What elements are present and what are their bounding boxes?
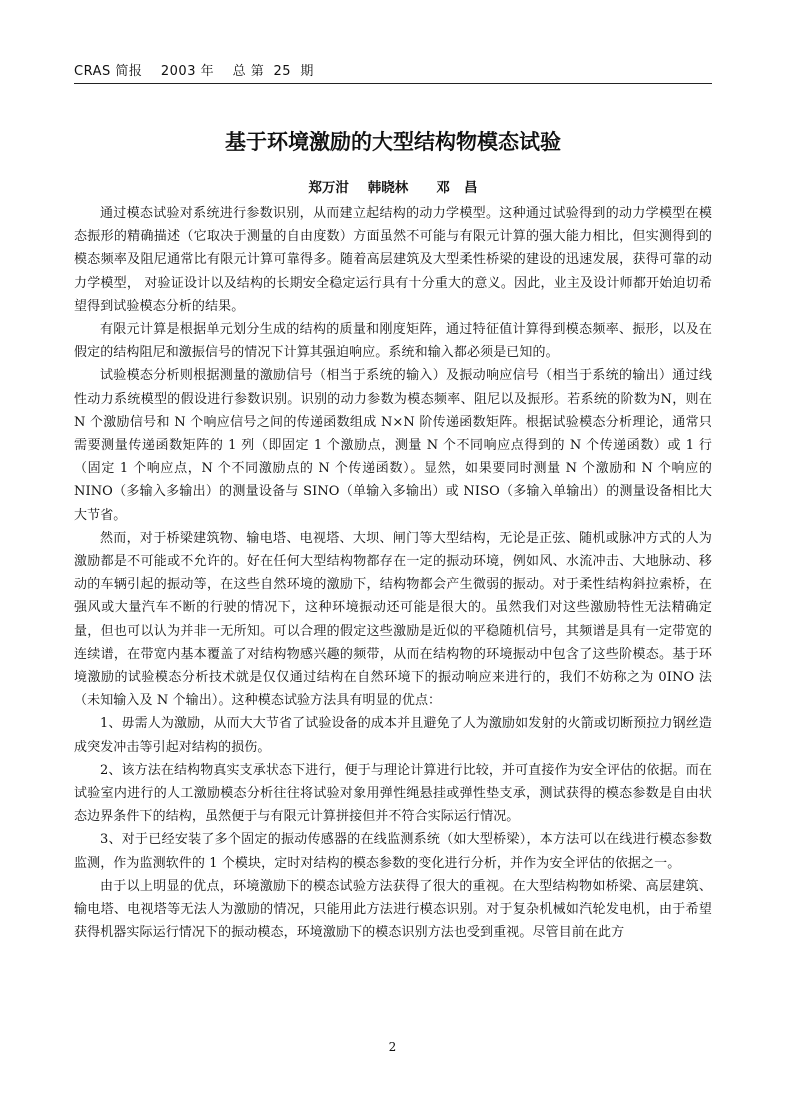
paragraph: 有限元计算是根据单元划分生成的结构的质量和刚度矩阵，通过特征值计算得到模态频率、振形，以及在假定的结构阻尼和激振信号的情况下计算其强迫响应。系统和输入都必须是已知的。 [74,322,712,361]
page-number: 2 [388,1040,397,1054]
header-rule [74,83,712,84]
paragraph: 2、该方法在结构物真实支承状态下进行，便于与理论计算进行比较，并可直接作为安全评估的依据。而在试验室内进行的人工激励模态分析往往将试验对象用弹性绳悬挂或弹性垫支承，测试获得的模态参数是自由状态边界条件下的结构，虽然便于与有限元计算拼接但并不符合实际运行情况。 [74,762,712,825]
paragraph: 通过模态试验对系统进行参数识别，从而建立起结构的动力学模型。这种通过试验得到的动力学模型在模态振形的精确描述（它取决于测量的自由度数）方面虽然不可能与有限元计算的强大能力相比，但实测得到的模态频率及阻尼通常比有限元计算可靠得多。随着高层建筑及大型柔性桥梁的建设的迅速发展，获得可靠的动力学模型， 对验证设计以及结构的长期安全稳定运行具有十分重大的意义。因此，业主及设计师都开始迫切希望得到试验模态分析的结果。 [74,206,712,314]
article-authors: 郑万泔 韩晓林 邓 昌 [308,180,478,196]
article-title: 基于环境激励的大型结构物模态试验 [225,130,561,154]
paragraph: 3、对于已经安装了多个固定的振动传感器的在线监测系统（如大型桥梁），本方法可以在线进行模态参数监测，作为监测软件的 1 个模块，定时对结构的模态参数的变化进行分析，并作为安全评估的依据之一。 [74,832,712,871]
paragraph: 试验模态分析则根据测量的激励信号（相当于系统的输入）及振动响应信号（相当于系统的输出）通过线性动力系统模型的假设进行参数识别。识别的动力参数为模态频率、阻尼以及振形。若系统的阶数为N，则在 N 个激励信号和 N 个响应信号之间的传递函数组成 N×N 阶传递函数矩阵。根据试验模态分析理论，通常只需要测量传递函数矩阵的 1 列（即固定 1 个激励点，测量 N 个不同响应点得到的 N 个传递函数）或 1 行（固定 1 个响应点，N 个不同激励点的 N 个传递函数）。显然，如果要同时测量 N 个激励和 N 个响应的 NINO（多输入多输出）的测量设备与 SINO（单输入多输出）或 NISO（多输入单输出）的测量设备相比大大节省。 [74,368,712,523]
running-header: CRAS 简报 2003 年 总 第 25 期 [74,64,314,79]
paragraph: 由于以上明显的优点，环境激励下的模态试验方法获得了很大的重视。在大型结构物如桥梁、高层建筑、输电塔、电视塔等无法人为激励的情况，只能用此方法进行模态识别。对于复杂机械如汽轮发电机，由于希望获得机器实际运行情况下的振动模态，环境激励下的模态识别方法也受到重视。尽管目前在此方 [74,878,712,941]
paragraph: 然而，对于桥梁建筑物、输电塔、电视塔、大坝、闸门等大型结构，无论是正弦、随机或脉冲方式的人为激励都是不可能或不允许的。好在任何大型结构物都存在一定的振动环境，例如风、水流冲击、大地脉动、移动的车辆引起的振动等，在这些自然环境的激励下，结构物都会产生微弱的振动。对于柔性结构斜拉索桥，在强风或大量汽车不断的行驶的情况下，这种环境振动还可能是很大的。虽然我们对这些激励特性无法精确定量，但也可以认为并非一无所知。可以合理的假定这些激励是近似的平稳随机信号，其频谱是具有一定带宽的连续谱，在带宽内基本覆盖了对结构物感兴趣的频带，从而在结构物的环境振动中包含了这些阶模态。基于环境激励的试验模态分析技术就是仅仅通过结构在自然环境下的振动响应来进行的，我们不妨称之为 0INO 法（未知输入及 N 个输出）。这种模态试验方法具有明显的优点： [74,530,712,709]
paragraph: 1、毋需人为激励，从而大大节省了试验设备的成本并且避免了人为激励如发射的火箭或切断预拉力钢丝造成突发冲击等引起对结构的损伤。 [74,716,712,755]
article-body [74,202,712,945]
